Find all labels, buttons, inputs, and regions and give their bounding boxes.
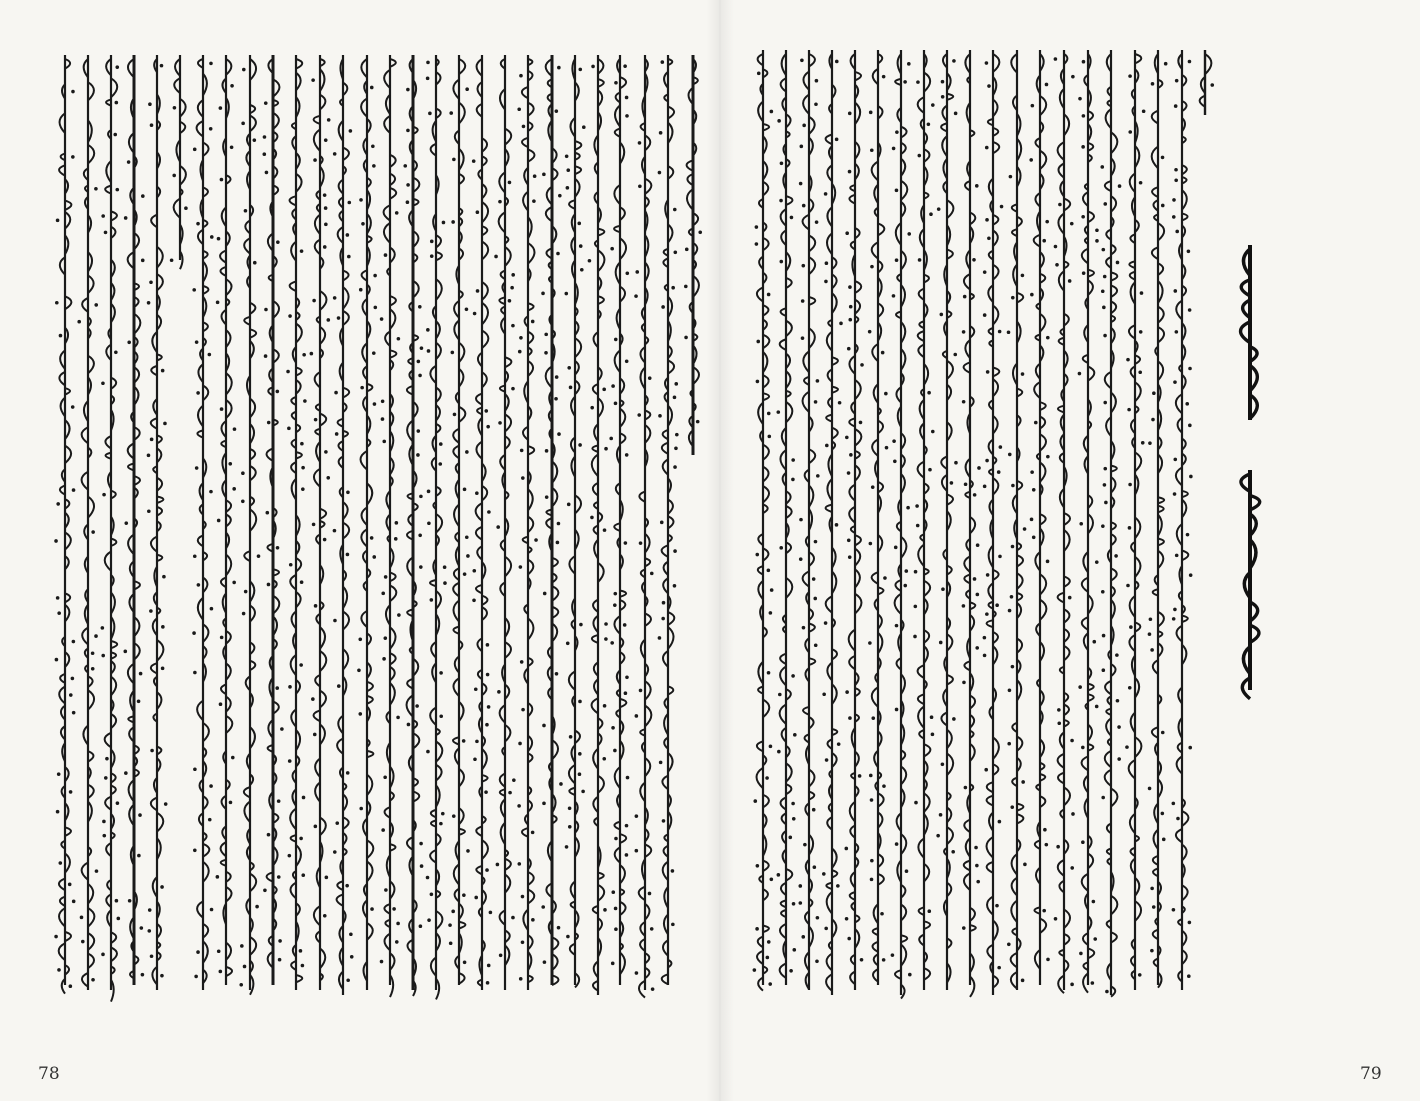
text-column-right-11 <box>962 50 981 997</box>
text-column-right-12 <box>936 50 957 990</box>
text-column-left-13 <box>403 55 423 996</box>
text-column-right-15 <box>868 50 888 985</box>
text-column-left-22 <box>192 55 213 990</box>
text-column-left-5 <box>588 55 608 995</box>
text-column-right-10 <box>983 50 1004 995</box>
text-column-right-7 <box>1054 50 1075 993</box>
text-column-left-23 <box>170 55 188 269</box>
text-column-left-3 <box>634 55 654 998</box>
text-column-right-5 <box>1100 50 1121 997</box>
text-column-left-17 <box>310 55 331 990</box>
text-column-left-4 <box>609 55 629 985</box>
text-column-left-24 <box>147 55 168 990</box>
text-column-left-18 <box>286 55 306 990</box>
text-column-left-9 <box>494 55 515 990</box>
text-column-left-16 <box>333 55 354 995</box>
text-column-right-20 <box>753 50 774 991</box>
text-column-right-14 <box>891 50 912 999</box>
text-column-left-27 <box>77 55 98 990</box>
page-right <box>720 0 1420 1101</box>
text-column-left-26 <box>101 55 121 1002</box>
text-column-right-9 <box>1007 50 1027 990</box>
text-column-left-8 <box>517 55 538 990</box>
right-page-text-columns <box>720 0 1420 1101</box>
text-column-left-21 <box>216 55 237 985</box>
text-column-left-20 <box>239 55 260 995</box>
text-column-right-19 <box>776 50 796 985</box>
text-column-left-12 <box>426 55 447 999</box>
text-column-left-14 <box>380 55 401 997</box>
text-column-right-13 <box>913 50 934 990</box>
text-column-left-10 <box>472 55 492 990</box>
text-column-left-11 <box>448 55 470 985</box>
text-column-left-2 <box>658 55 679 985</box>
text-column-right-4 <box>1125 50 1145 990</box>
text-column-right-17 <box>822 50 843 995</box>
text-column-left-28 <box>54 55 75 994</box>
page-number-right: 79 <box>1360 1064 1382 1084</box>
text-column-right-2 <box>1172 50 1193 990</box>
text-column-right-6 <box>1078 50 1099 993</box>
text-column-right-18 <box>798 50 819 990</box>
chapter-title-glyphs <box>1241 245 1260 699</box>
text-column-right-8 <box>1029 50 1049 985</box>
text-column-left-6 <box>564 55 585 987</box>
text-column-right-1 <box>1200 50 1214 115</box>
text-column-left-7 <box>541 55 563 985</box>
text-column-left-19 <box>262 55 283 985</box>
text-column-right-16 <box>844 50 863 990</box>
page-number-left: 78 <box>38 1064 60 1084</box>
text-column-left-1 <box>684 55 702 455</box>
text-column-left-25 <box>123 55 144 985</box>
text-column-left-15 <box>357 55 377 990</box>
text-column-right-3 <box>1148 50 1168 988</box>
